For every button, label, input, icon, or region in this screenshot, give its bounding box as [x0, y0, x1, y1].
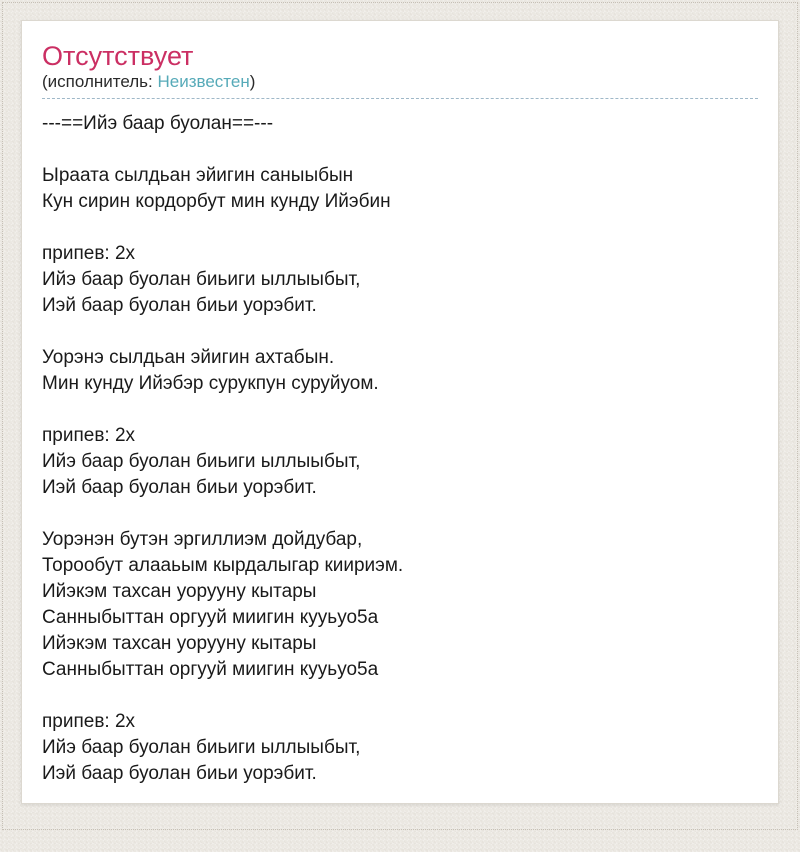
lyric-line: ---==Ийэ баар буолан==---: [42, 111, 758, 137]
lyric-line: Ийэ баар буолан биьиги ыллыыбыт,: [42, 735, 758, 761]
lyric-line: Уорэнэн бутэн эргиллиэм дойдубар,: [42, 527, 758, 553]
lyric-line: Ийэ баар буолан биьиги ыллыыбыт,: [42, 267, 758, 293]
lyrics-text: [42, 111, 758, 787]
lyric-line: Санныбыттан оргууй миигин кууьуо5а: [42, 605, 758, 631]
stanza: [42, 241, 758, 319]
artist-link[interactable]: Неизвестен: [157, 72, 249, 91]
artist-label-prefix: (исполнитель:: [42, 72, 157, 91]
stanza: [42, 423, 758, 501]
lyric-line: Ийэ баар буолан биьиги ыллыыбыт,: [42, 449, 758, 475]
song-title: Отсутствует: [42, 41, 758, 71]
lyric-line: Мин кунду Ийэбэр сурукпун суруйуом.: [42, 371, 758, 397]
lyric-line: Уорэнэ сылдьан эйигин ахтабын.: [42, 345, 758, 371]
lyric-line: Ийэкэм тахсан уорууну кытары: [42, 579, 758, 605]
lyric-line: Торообут алааьым кырдалыгар киириэм.: [42, 553, 758, 579]
lyric-line: Ыраата сылдьан эйигин саныыбын: [42, 163, 758, 189]
lyric-line: Ийэкэм тахсан уорууну кытары: [42, 631, 758, 657]
stanza: [42, 345, 758, 397]
stanza: [42, 527, 758, 683]
lyric-line: припев: 2х: [42, 423, 758, 449]
song-header: [42, 41, 758, 99]
stanza: [42, 111, 758, 137]
artist-label-suffix: ): [250, 72, 256, 91]
lyric-line: припев: 2х: [42, 709, 758, 735]
stanza: [42, 163, 758, 215]
lyric-line: Кун сирин кордорбут мин кунду Ийэбин: [42, 189, 758, 215]
artist-line: [42, 71, 758, 99]
lyric-line: Санныбыттан оргууй миигин кууьуо5а: [42, 657, 758, 683]
lyrics-card: [21, 20, 779, 804]
lyric-line: Иэй баар буолан биьи уорэбит.: [42, 293, 758, 319]
stanza: [42, 709, 758, 787]
lyric-line: Иэй баар буолан биьи уорэбит.: [42, 475, 758, 501]
lyric-line: припев: 2х: [42, 241, 758, 267]
lyric-line: Иэй баар буолан биьи уорэбит.: [42, 761, 758, 787]
